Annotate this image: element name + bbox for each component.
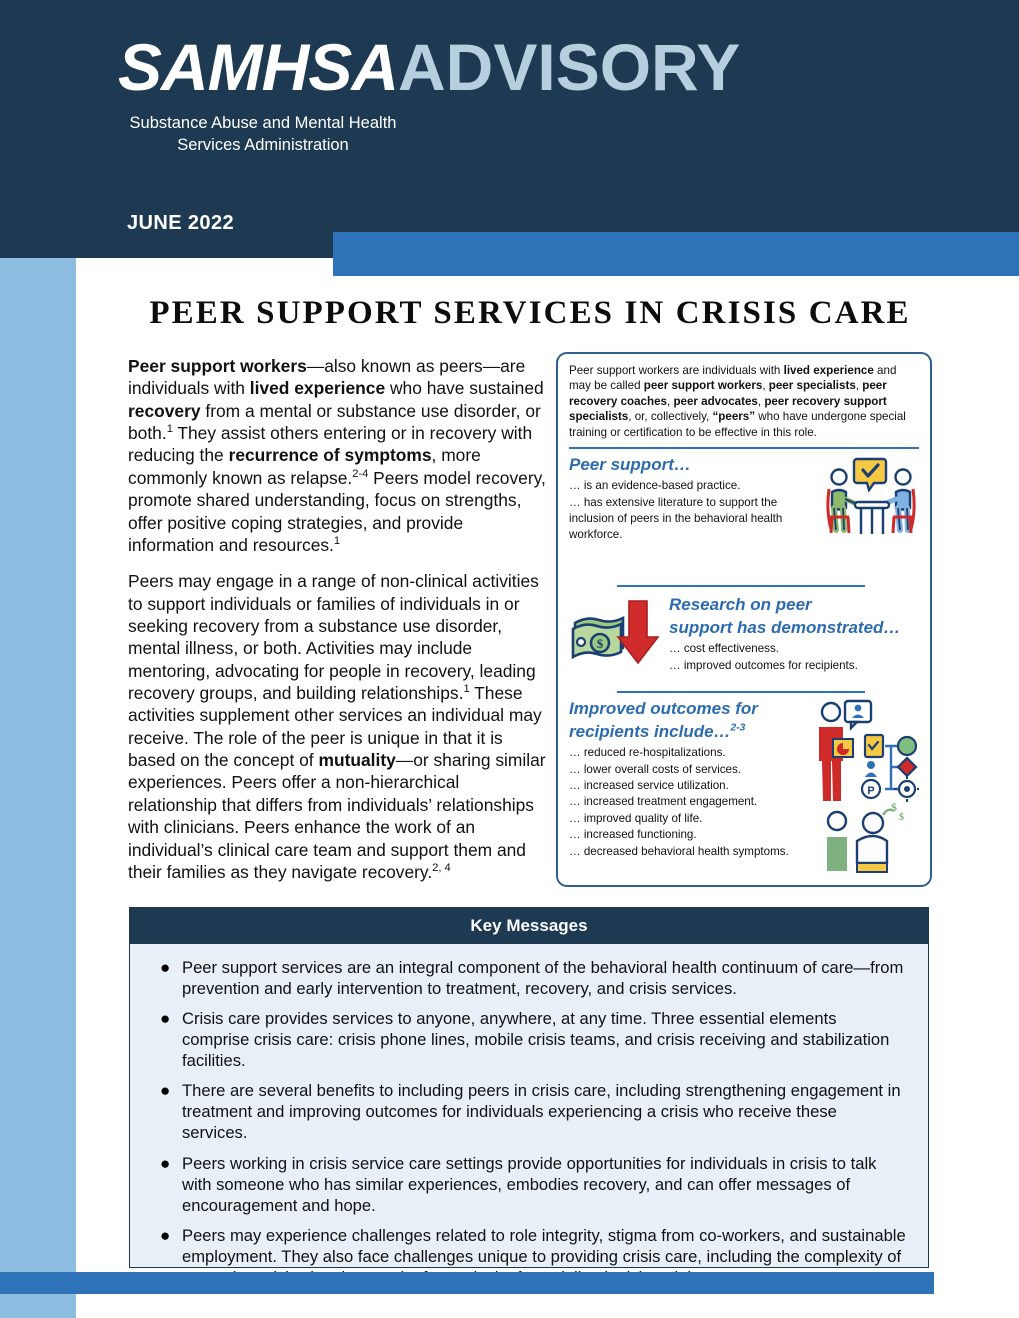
- outcome-item: … increased functioning.: [569, 828, 697, 842]
- key-message-item: [154, 957, 906, 999]
- key-message-text: Peers working in crisis service care settings provide opportunities for individuals in crisis to talk with someone who has similar experiences, embodies recovery, and can offer messages of encouragement and hope.: [182, 1153, 877, 1215]
- outcome-item: … improved quality of life.: [569, 811, 703, 825]
- body-column: [128, 355, 548, 897]
- research-item: … cost effectiveness.: [669, 642, 779, 656]
- issue-date: JUNE 2022: [127, 212, 234, 234]
- sidebar-callout-box: [556, 352, 932, 887]
- agency-name: Substance Abuse and Mental Health Services Administration: [129, 114, 397, 155]
- research-heading-line-1: Research on peer: [669, 595, 812, 615]
- svg-text:$: $: [899, 812, 904, 824]
- peer-support-item: … is an evidence-based practice.: [569, 479, 741, 493]
- divider-rule: [617, 585, 865, 587]
- bullet-icon: ●: [160, 958, 171, 977]
- section-improved-outcomes: [569, 699, 919, 880]
- outcomes-heading-line-2: [569, 722, 811, 742]
- outcomes-heading-text: recipients include…: [569, 722, 731, 742]
- page-title: PEER SUPPORT SERVICES IN CRISIS CARE: [149, 295, 911, 331]
- key-message-text: Peers may experience challenges related to role integrity, stigma from co-workers, and sustainable employment. They also face challenges unique to providing crisis care, including the complexity of: [182, 1225, 906, 1266]
- brand-advisory: ADVISORY: [398, 30, 741, 104]
- svg-text:$: $: [891, 800, 897, 815]
- footer-accent-bar: [0, 1272, 934, 1294]
- divider-rule: [569, 447, 919, 449]
- outcome-item: … increased treatment engagement.: [569, 795, 758, 809]
- key-message-text: There are several benefits to including peers in crisis care, including strengthening engagement in treatment and improving outcomes for individuals experiencing a crisis who receive these services.: [182, 1081, 901, 1143]
- key-messages-list: [130, 944, 928, 1305]
- body-paragraph-2: Peers may engage in a range of non-clinical activities to support individuals or families of individuals in or seeking recovery from a substance use disorder, mental illness, or both. Activities may include mentoring, advocating for people in recovery, leading recovery groups, and building relationships.$^1$ These activities supplement other services an individual may receive. The role of the peer is unique in that it is based on the concept of mutuality—or sharing similar experiences. Peers offer a non-hierarchical relationship that differs from individuals’ relationships with clinicians. Peers enhance the work of an individual’s clinical care team and support them and their families as they navigate recovery.$^{2, 4}$: [128, 571, 546, 882]
- key-message-item: [154, 1080, 906, 1143]
- outcomes-heading-line-1: Improved outcomes for: [569, 699, 758, 719]
- brand-samhsa: SAMHSA: [118, 30, 399, 104]
- outcome-item: … decreased behavioral health symptoms.: [569, 844, 789, 858]
- money-decrease-icon: [569, 593, 663, 684]
- bullet-icon: ●: [160, 1009, 171, 1029]
- bullet-icon: ●: [160, 1153, 171, 1173]
- header-band: [0, 0, 1019, 258]
- person-with-services-diagram-icon: [811, 699, 919, 880]
- svg-text:$: $: [596, 636, 604, 652]
- left-margin-stripe: [0, 258, 76, 1318]
- key-message-item: [154, 1153, 906, 1216]
- sidebar-intro-text: Peer support workers are individuals with lived experience and may be called peer support workers, peer specialists, peer recovery coaches, peer advocates, peer recovery support specialists, or, collectively, “peers” who have undergone special training or certification to be effective in this role.: [569, 364, 906, 439]
- divider-rule: [617, 691, 865, 693]
- key-message-text: Peer support services are an integral component of the behavioral health continuum of care—from prevention and early intervention to treatment, recovery, and crisis services.: [182, 958, 904, 999]
- outcome-item: … reduced re-hospitalizations.: [569, 746, 726, 760]
- samhsa-advisory-logo: [118, 30, 741, 104]
- key-messages-title: Key Messages: [130, 908, 928, 944]
- peer-support-heading: Peer support…: [569, 455, 691, 475]
- outcome-item: … lower overall costs of services.: [569, 762, 742, 776]
- header-accent-bar: [333, 232, 1019, 276]
- research-item: … improved outcomes for recipients.: [669, 658, 858, 672]
- meeting-at-table-icon: [823, 455, 919, 578]
- bullet-icon: ●: [160, 1081, 171, 1101]
- section-research: [569, 593, 919, 684]
- key-message-item: [154, 1008, 906, 1071]
- svg-text:P: P: [867, 785, 875, 798]
- outcome-item: … increased service utilization.: [569, 779, 729, 793]
- peer-support-item: … has extensive literature to support the inclusion of peers in the behavioral health workforce.: [569, 495, 783, 542]
- research-heading-line-2: support has demonstrated…: [669, 618, 901, 638]
- outcomes-heading-citation: 2-3: [730, 722, 746, 734]
- key-messages-panel: [129, 907, 929, 1268]
- body-paragraph-1: Peer support workers—also known as peers—are individuals with lived experience who have sustained recovery from a mental or substance use disorder, or both.$^1$ They assist others entering or in recovery with reducing the recurrence of symptoms, more commonly known as relapse.$^{2-4}$ Peers model recovery, promote shared understanding, focus on strengths, offer positive coping strategies, and provide information and resources.$^1$: [128, 356, 546, 555]
- bullet-icon: ●: [160, 1225, 171, 1245]
- section-peer-support: [569, 455, 919, 578]
- key-message-text: Crisis care provides services to anyone, anywhere, at any time. Three essential elements comprise crisis care: crisis phone lines, mobile crisis teams, and crisis receiving and stabilization facilities.: [182, 1009, 890, 1071]
